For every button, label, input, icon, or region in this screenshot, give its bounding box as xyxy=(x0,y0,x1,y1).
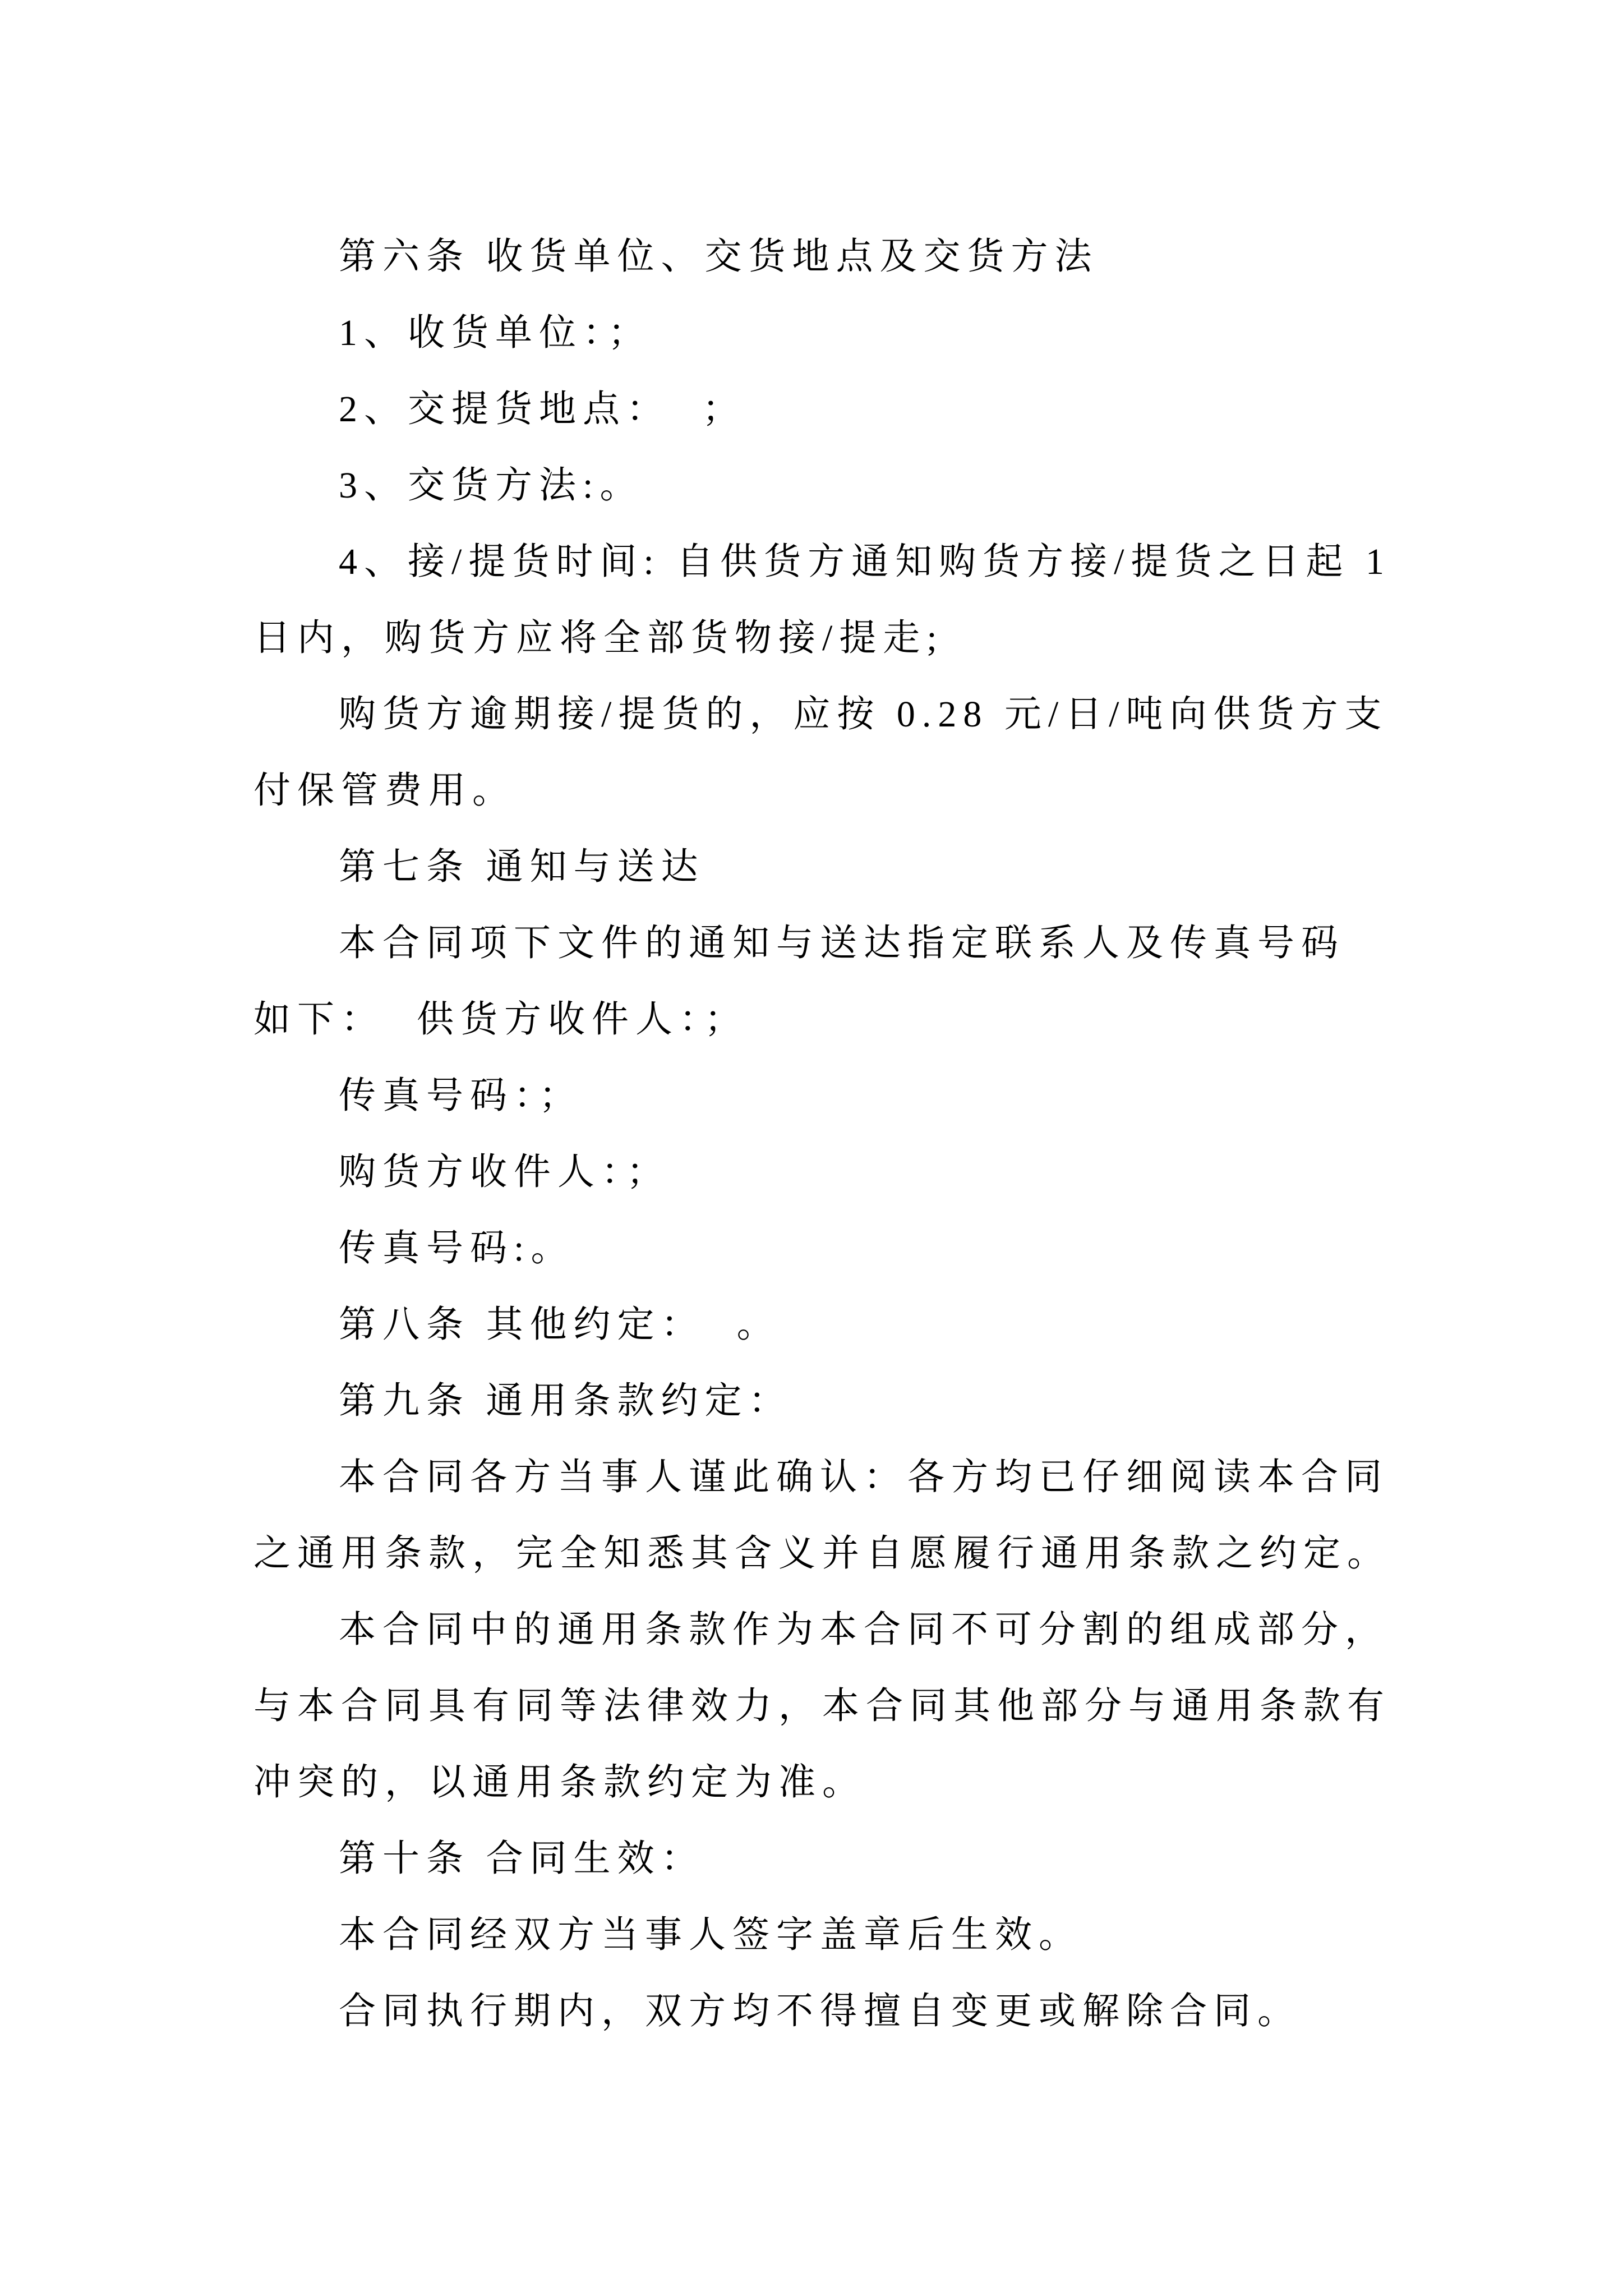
document-line-general-terms-confirm-continuation: 之通用条款，完全知悉其含义并自愿履行通用条款之约定。 xyxy=(253,1533,1391,1574)
document-line-buyer-fax: 传真号码:。 xyxy=(339,1228,575,1269)
document-line-general-terms-integral-continuation2: 冲突的，以通用条款约定为准。 xyxy=(253,1762,866,1803)
document-line-buyer-recipient: 购货方收件人：； xyxy=(339,1152,670,1193)
document-line-item2-delivery-place: 2、交提货地点： ； xyxy=(339,389,746,430)
document-line-notice-contacts-continuation: 如下： 供货方收件人：； xyxy=(253,999,748,1040)
document-line-article7-heading: 第七条 通知与送达 xyxy=(339,846,705,887)
document-line-general-terms-integral: 本合同中的通用条款作为本合同不可分割的组成部分， xyxy=(339,1609,1389,1650)
document-line-general-terms-confirm: 本合同各方当事人谨此确认：各方均已仔细阅读本合同 xyxy=(339,1457,1389,1498)
document-line-item3-delivery-method: 3、交货方法:。 xyxy=(339,465,644,506)
document-line-notice-contacts: 本合同项下文件的通知与送达指定联系人及传真号码 xyxy=(339,923,1345,964)
document-line-effective-clause: 本合同经双方当事人签字盖章后生效。 xyxy=(339,1915,1082,1955)
document-line-article6-heading: 第六条 收货单位、交货地点及交货方法 xyxy=(339,236,1099,277)
document-line-item4-continuation: 日内，购货方应将全部货物接/提走; xyxy=(253,618,944,659)
document-line-item1-receiving-unit: 1、收货单位：； xyxy=(339,312,652,353)
contract-text-block xyxy=(253,219,1623,2050)
document-line-overdue-fee-continuation: 付保管费用。 xyxy=(253,770,516,811)
document-line-article10-heading: 第十条 合同生效： xyxy=(339,1838,705,1879)
document-line-overdue-fee: 购货方逾期接/提货的，应按 0.28 元/日/吨向供货方支 xyxy=(339,694,1389,735)
document-line-no-unilateral-change: 合同执行期内，双方均不得擅自变更或解除合同。 xyxy=(339,1991,1301,2032)
document-line-article9-heading: 第九条 通用条款约定： xyxy=(339,1381,792,1421)
document-line-supplier-fax: 传真号码：； xyxy=(339,1075,583,1116)
document-line-item4-pickup-time: 4、接/提货时间: 自供货方通知购货方接/提货之日起 1 xyxy=(339,541,1391,582)
document-line-article8-heading: 第八条 其他约定： 。 xyxy=(339,1304,781,1345)
document-line-general-terms-integral-continuation1: 与本合同具有同等法律效力，本合同其他部分与通用条款有 xyxy=(253,1686,1391,1727)
